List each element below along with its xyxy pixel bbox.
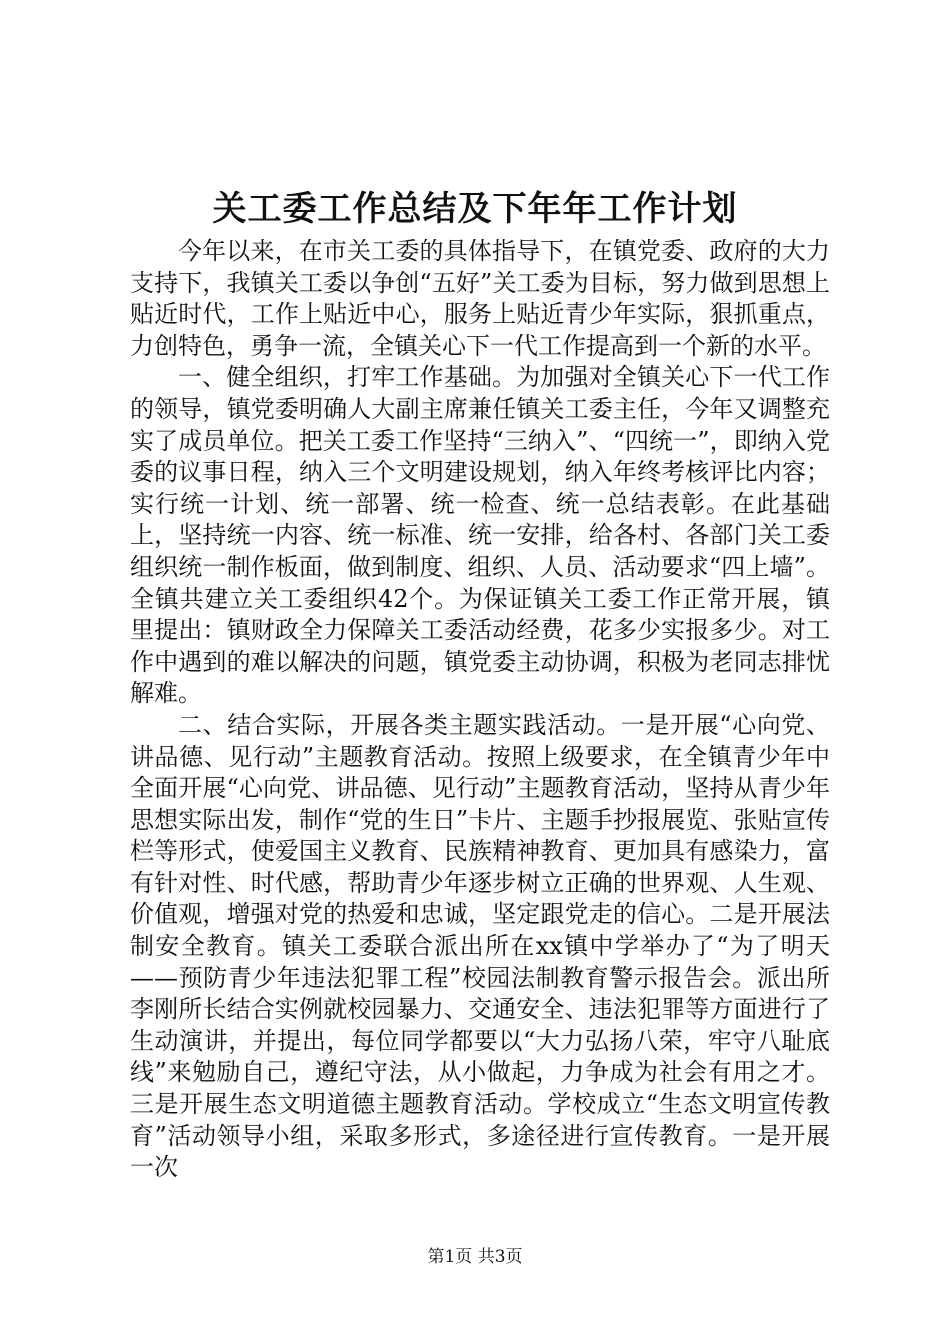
paragraph-section-2: 二、结合实际，开展各类主题实践活动。一是开展“心向党、讲品德、见行动”主题教育活动。按照上级要求，在全镇青少年中全面开展“心向党、讲品德、见行动”主题教育活动，坚持从青少年思想实际出发，制作“党的生日”卡片、主题手抄报展览、张贴宣传栏等形式，使爱国主义教育、民族精神教育、更加具有感染力，富有针对性、时代感，帮助青少年逐步树立正确的世界观、人生观、价值观，增强对党的热爱和忠诚，坚定跟党走的信心。二是开展法制安全教育。镇关工委联合派出所在xx镇中学举办了“为了明天——预防青少年违法犯罪工程”校园法制教育警示报告会。派出所李刚所长结合实例就校园暴力、交通安全、违法犯罪等方面进行了生动演讲，并提出，每位同学都要以“大力弘扬八荣，牢守八耻底线”来勉励自己，遵纪守法，从小做起，力争成为社会有用之才。三是开展生态文明道德主题教育活动。学校成立“生态文明宣传教育”活动领导小组，采取多形式，多途径进行宣传教育。一是开展一次 (130, 710, 830, 1182)
document-body (130, 236, 830, 1184)
document-title: 关工委工作总结及下年年工作计划 (212, 189, 738, 229)
paragraph-section-1: 一、健全组织，打牢工作基础。为加强对全镇关心下一代工作的领导，镇党委明确人大副主席兼任镇关工委主任，今年又调整充实了成员单位。把关工委工作坚持“三纳入”、“四统一”，即纳入党委的议事日程，纳入三个文明建设规划，纳入年终考核评比内容；实行统一计划、统一部署、统一检查、统一总结表彰。在此基础上，坚持统一内容、统一标准、统一安排，给各村、各部门关工委组织统一制作板面，做到制度、组织、人员、活动要求“四上墙”。全镇共建立关工委组织42个。为保证镇关工委工作正常开展，镇里提出：镇财政全力保障关工委活动经费，花多少实报多少。对工作中遇到的难以解决的问题，镇党委主动协调，积极为老同志排忧解难。 (130, 363, 830, 708)
page-number-footer: 第1页 共3页 (427, 1247, 523, 1267)
paragraph-intro: 今年以来，在市关工委的具体指导下，在镇党委、政府的大力支持下，我镇关工委以争创“五好”关工委为目标，努力做到思想上贴近时代，工作上贴近中心，服务上贴近青少年实际，狠抓重点，力创特色，勇争一流，全镇关心下一代工作提高到一个新的水平。 (130, 237, 830, 360)
